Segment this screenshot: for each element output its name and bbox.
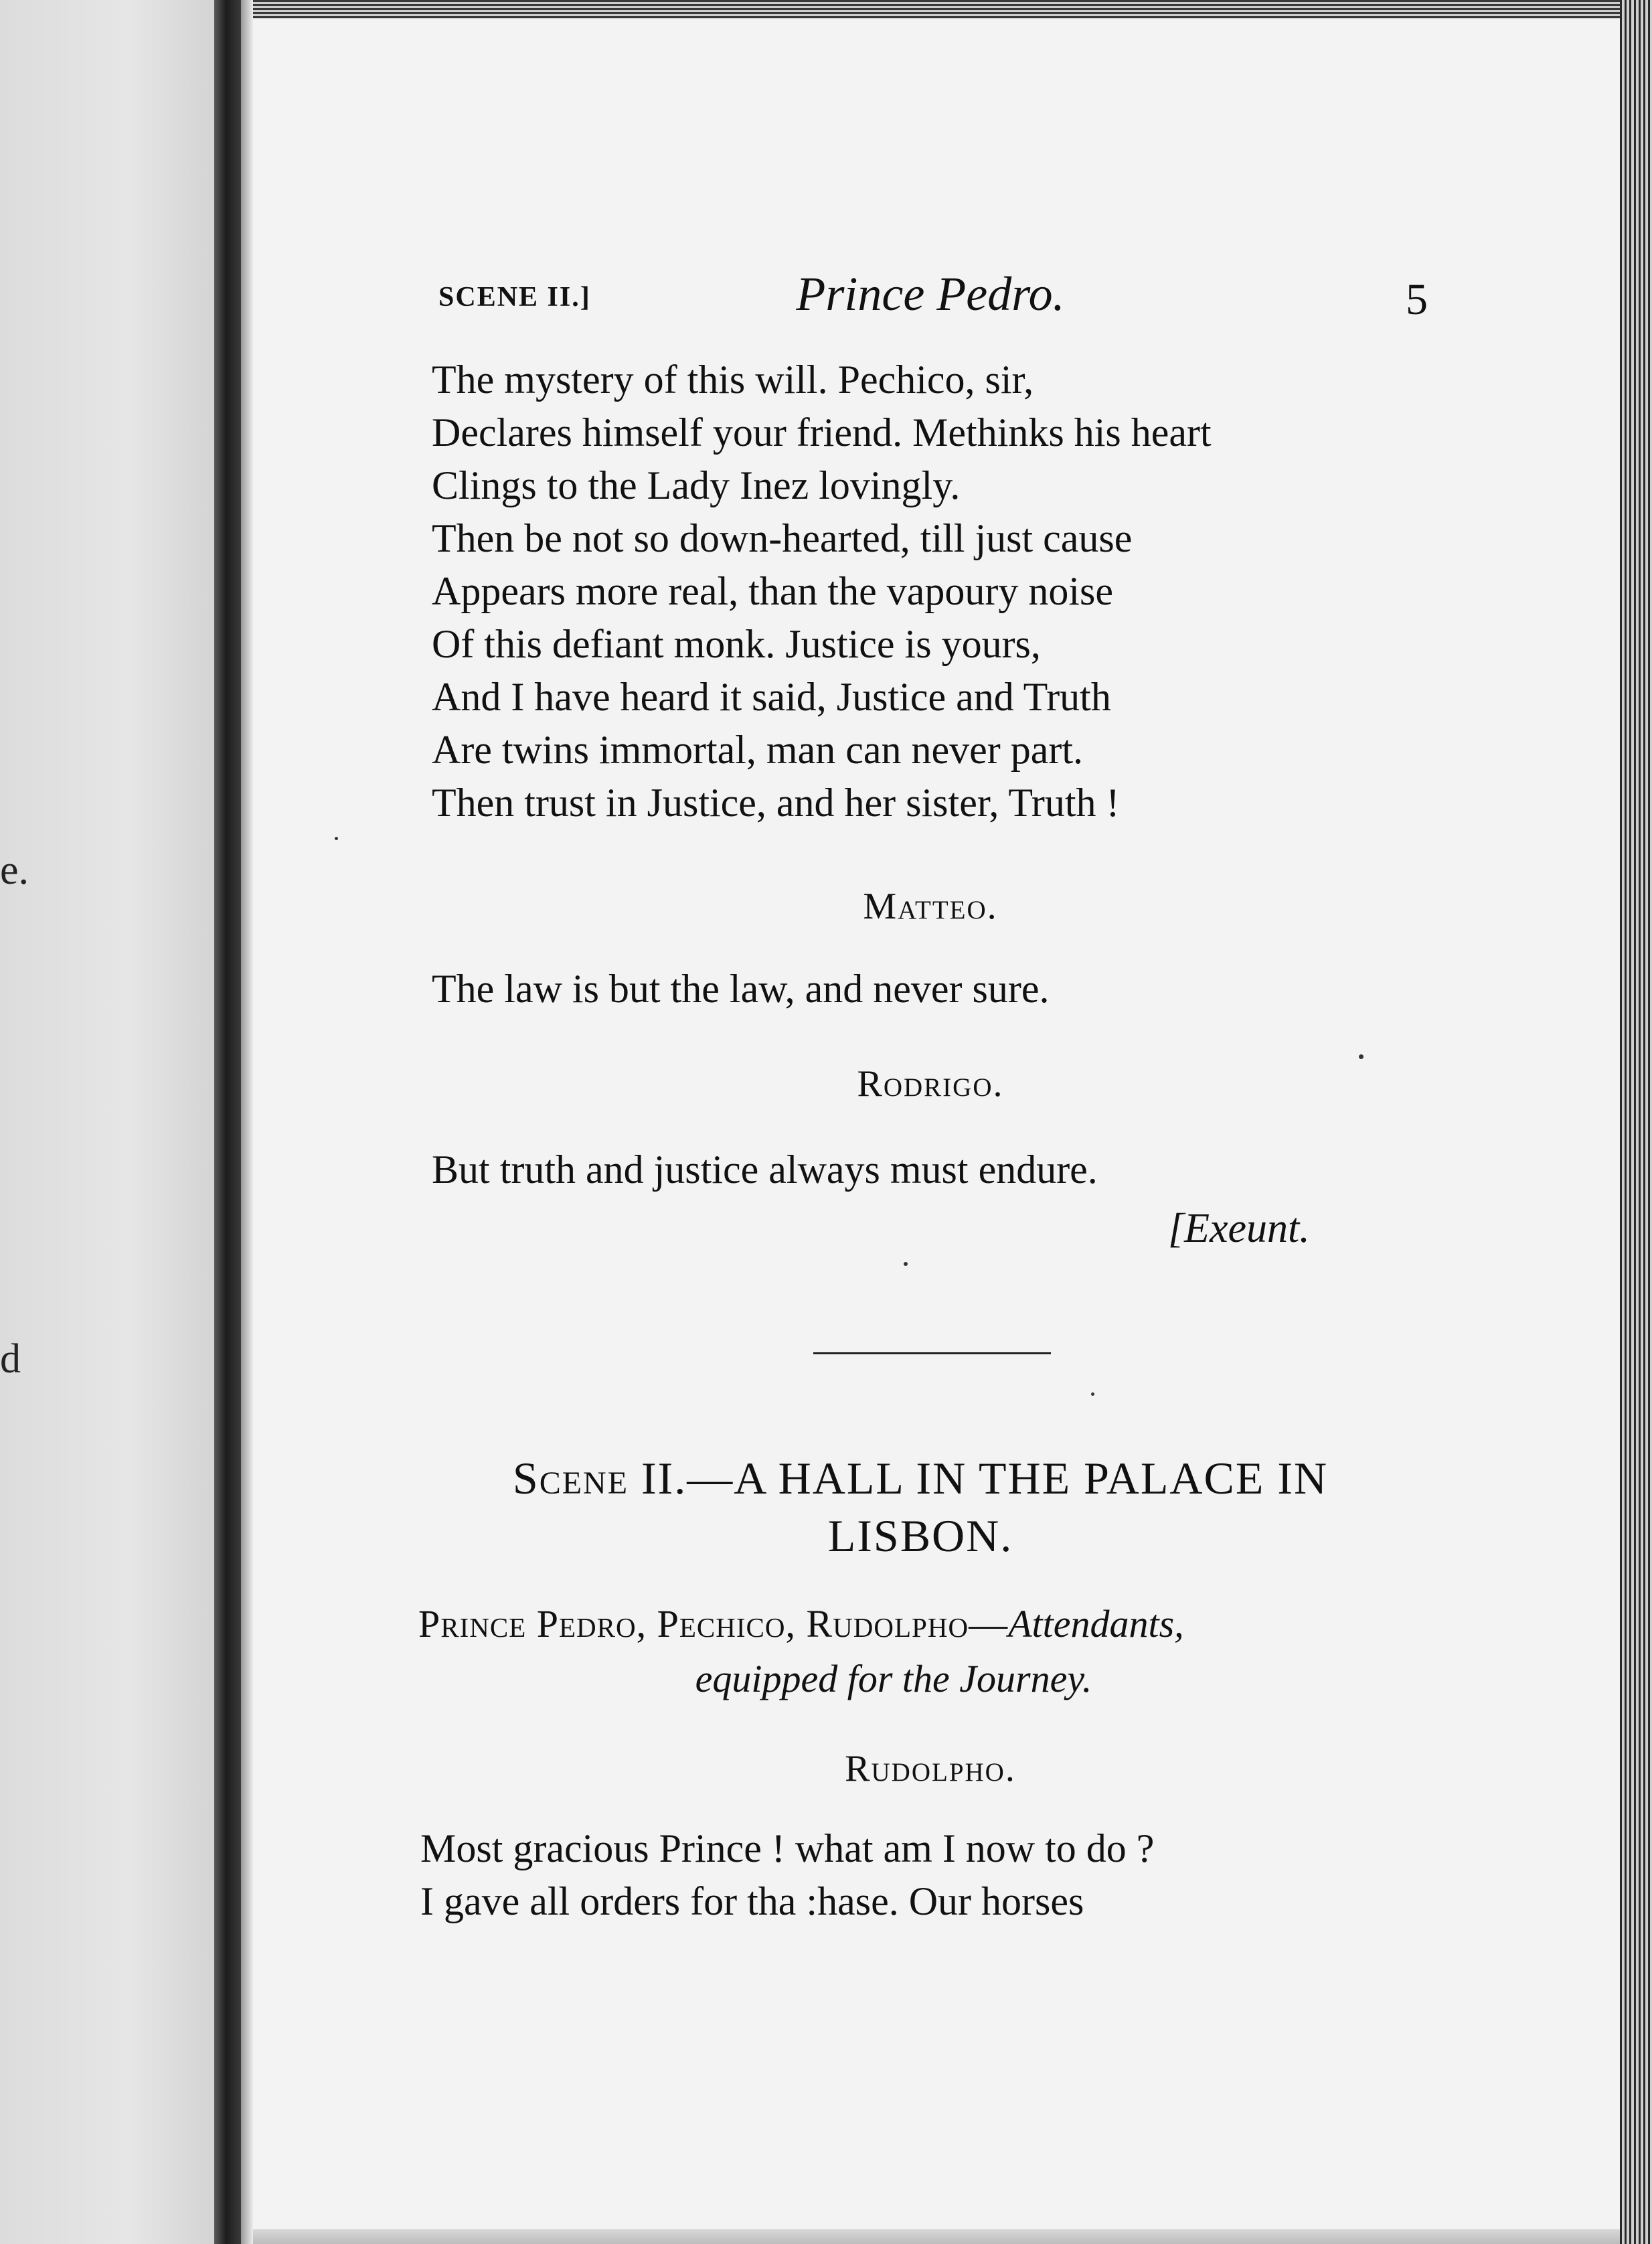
verse-line: Most gracious Prince ! what am I now to do ? xyxy=(420,1826,1155,1870)
verse-block xyxy=(432,353,1212,829)
verse-line: And I have heard it said, Justice and Truth xyxy=(432,675,1111,719)
verse-line: Declares himself your friend. Methinks his heart xyxy=(432,410,1212,455)
speaker-name: Matteo. xyxy=(863,886,998,927)
persons-equipment-note: equipped for the Journey. xyxy=(695,1657,1092,1700)
left-facing-page xyxy=(0,0,214,2244)
verse-block xyxy=(420,1822,1154,1928)
print-speck xyxy=(1091,1392,1094,1396)
running-head-scene: SCENE II.] xyxy=(438,282,591,313)
speaker-name: Rudolpho. xyxy=(845,1748,1016,1789)
verse-line: Are twins immortal, man can never part. xyxy=(432,728,1084,772)
page-edges-top xyxy=(253,0,1652,19)
left-page-fragment: d xyxy=(0,1336,21,1382)
scene-title: II.—A HALL IN THE PALACE IN LISBON. xyxy=(641,1453,1329,1561)
page-bottom-shadow xyxy=(253,2229,1620,2244)
left-page-fragment: e. xyxy=(0,848,29,893)
verse-line: I gave all orders for tha :hase. Our horses xyxy=(420,1879,1084,1923)
verse-line: Of this defiant monk. Justice is yours, xyxy=(432,622,1041,666)
running-head-title: Prince Pedro. xyxy=(796,267,1065,321)
gutter-shadow xyxy=(241,0,253,2244)
scene-heading xyxy=(428,1449,1412,1565)
persons-attendants: Attendants, xyxy=(1008,1602,1184,1646)
verse-block xyxy=(432,1143,1098,1196)
verse-line: The mystery of this will. Pechico, sir, xyxy=(432,357,1034,402)
speaker-name: Rodrigo. xyxy=(857,1063,1004,1105)
scene-label: Scene xyxy=(512,1453,629,1504)
page-number: 5 xyxy=(1406,275,1428,324)
stage-direction: [Exeunt. xyxy=(1168,1206,1310,1251)
verse-line: Then be not so down-hearted, till just cause xyxy=(432,516,1133,560)
verse-line: The law is but the law, and never sure. xyxy=(432,967,1050,1011)
page-edges-right xyxy=(1620,0,1652,2244)
print-speck xyxy=(1359,1054,1364,1059)
section-divider-rule xyxy=(813,1352,1051,1354)
verse-line: Then trust in Justice, and her sister, Truth ! xyxy=(432,781,1120,825)
verse-line: Clings to the Lady Inez lovingly. xyxy=(432,463,961,507)
dramatis-personae xyxy=(418,1597,1422,1706)
verse-block xyxy=(432,963,1049,1016)
book-gutter xyxy=(214,0,241,2244)
verse-line: But truth and justice always must endure. xyxy=(432,1147,1098,1192)
persons-names: Prince Pedro, Pechico, Rudolpho— xyxy=(418,1602,1009,1646)
print-speck xyxy=(335,837,338,840)
print-speck xyxy=(904,1262,908,1266)
verse-line: Appears more real, than the vapoury noise xyxy=(432,569,1113,613)
